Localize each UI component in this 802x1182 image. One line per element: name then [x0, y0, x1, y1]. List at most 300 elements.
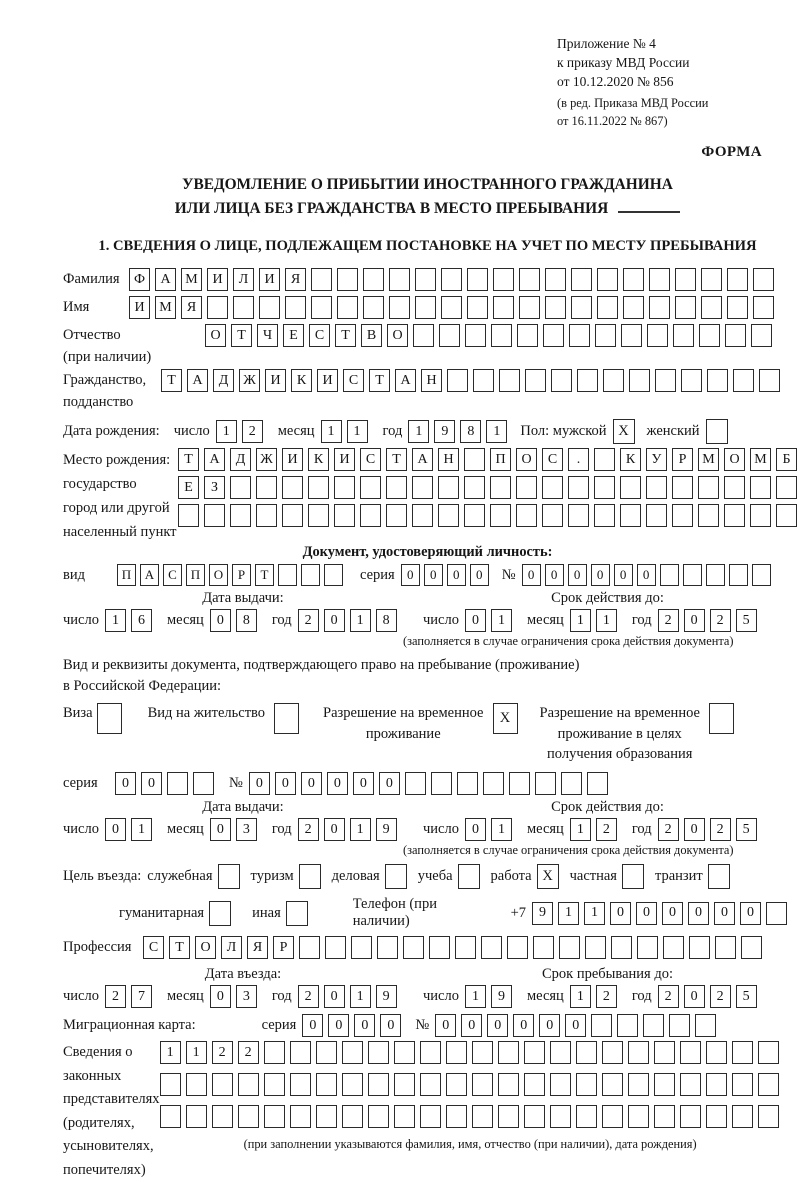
- char-cell[interactable]: 1: [465, 985, 486, 1008]
- char-cell[interactable]: 6: [131, 609, 152, 632]
- char-cell[interactable]: 2: [298, 818, 319, 841]
- char-cell[interactable]: [441, 296, 462, 319]
- char-cell[interactable]: [207, 296, 228, 319]
- char-cell[interactable]: [438, 476, 459, 499]
- char-cell[interactable]: [753, 296, 774, 319]
- char-cell[interactable]: С: [343, 369, 364, 392]
- char-cell[interactable]: 1: [596, 609, 617, 632]
- sex-male-checkbox[interactable]: X: [613, 419, 635, 444]
- char-cell[interactable]: [256, 504, 277, 527]
- char-cell[interactable]: А: [204, 448, 225, 471]
- char-cell[interactable]: П: [186, 564, 205, 586]
- char-cell[interactable]: [524, 1105, 545, 1128]
- char-cell[interactable]: [621, 324, 642, 347]
- char-cell[interactable]: [595, 324, 616, 347]
- char-cell[interactable]: Ч: [257, 324, 278, 347]
- char-cell[interactable]: Т: [161, 369, 182, 392]
- char-cell[interactable]: 0: [684, 818, 705, 841]
- char-cell[interactable]: [637, 936, 658, 959]
- char-cell[interactable]: 0: [465, 818, 486, 841]
- char-cell[interactable]: [415, 296, 436, 319]
- char-cell[interactable]: [543, 324, 564, 347]
- char-cell[interactable]: [561, 772, 582, 795]
- char-cell[interactable]: 2: [212, 1041, 233, 1064]
- char-cell[interactable]: [594, 504, 615, 527]
- char-cell[interactable]: 0: [210, 985, 231, 1008]
- char-cell[interactable]: Т: [255, 564, 274, 586]
- char-cell[interactable]: М: [181, 268, 202, 291]
- char-cell[interactable]: [472, 1041, 493, 1064]
- char-cell[interactable]: [569, 324, 590, 347]
- char-cell[interactable]: [725, 324, 746, 347]
- char-cell[interactable]: 7: [131, 985, 152, 1008]
- char-cell[interactable]: [316, 1105, 337, 1128]
- char-cell[interactable]: [733, 369, 754, 392]
- char-cell[interactable]: У: [646, 448, 667, 471]
- char-cell[interactable]: [412, 504, 433, 527]
- char-cell[interactable]: [493, 296, 514, 319]
- char-cell[interactable]: И: [259, 268, 280, 291]
- char-cell[interactable]: [204, 504, 225, 527]
- char-cell[interactable]: 3: [236, 818, 257, 841]
- char-cell[interactable]: [576, 1041, 597, 1064]
- char-cell[interactable]: Т: [335, 324, 356, 347]
- char-cell[interactable]: 0: [379, 772, 400, 795]
- birth-place-row-1[interactable]: [178, 448, 802, 471]
- char-cell[interactable]: [264, 1041, 285, 1064]
- char-cell[interactable]: [403, 936, 424, 959]
- char-cell[interactable]: [727, 296, 748, 319]
- char-cell[interactable]: С: [163, 564, 182, 586]
- char-cell[interactable]: [646, 504, 667, 527]
- char-cell[interactable]: [342, 1105, 363, 1128]
- char-cell[interactable]: 0: [461, 1014, 482, 1037]
- char-cell[interactable]: [386, 476, 407, 499]
- char-cell[interactable]: [491, 324, 512, 347]
- char-cell[interactable]: [758, 1105, 779, 1128]
- identity-number-cells[interactable]: [522, 564, 775, 586]
- char-cell[interactable]: [533, 936, 554, 959]
- char-cell[interactable]: 2: [710, 985, 731, 1008]
- char-cell[interactable]: [457, 772, 478, 795]
- char-cell[interactable]: [675, 296, 696, 319]
- char-cell[interactable]: [776, 504, 797, 527]
- char-cell[interactable]: 0: [327, 772, 348, 795]
- char-cell[interactable]: [698, 476, 719, 499]
- char-cell[interactable]: И: [334, 448, 355, 471]
- char-cell[interactable]: [464, 476, 485, 499]
- char-cell[interactable]: [698, 504, 719, 527]
- char-cell[interactable]: [649, 296, 670, 319]
- char-cell[interactable]: [465, 324, 486, 347]
- char-cell[interactable]: 5: [736, 818, 757, 841]
- char-cell[interactable]: И: [207, 268, 228, 291]
- char-cell[interactable]: [490, 504, 511, 527]
- char-cell[interactable]: [643, 1014, 664, 1037]
- representatives-row-3[interactable]: [160, 1105, 784, 1128]
- profession-cells[interactable]: [143, 936, 767, 959]
- char-cell[interactable]: 2: [596, 985, 617, 1008]
- residence-expiry-day-cells[interactable]: [465, 818, 517, 841]
- stay-year-cells[interactable]: [658, 985, 762, 1008]
- char-cell[interactable]: [620, 504, 641, 527]
- char-cell[interactable]: О: [209, 564, 228, 586]
- visa-checkbox[interactable]: [97, 703, 122, 734]
- char-cell[interactable]: [617, 1014, 638, 1037]
- char-cell[interactable]: [493, 268, 514, 291]
- char-cell[interactable]: Я: [285, 268, 306, 291]
- char-cell[interactable]: [701, 268, 722, 291]
- char-cell[interactable]: Я: [181, 296, 202, 319]
- char-cell[interactable]: 0: [662, 902, 683, 925]
- birth-month-cells[interactable]: [321, 420, 373, 443]
- char-cell[interactable]: 9: [376, 818, 397, 841]
- char-cell[interactable]: [585, 936, 606, 959]
- char-cell[interactable]: 0: [302, 1014, 323, 1037]
- char-cell[interactable]: 2: [710, 818, 731, 841]
- char-cell[interactable]: 1: [491, 818, 512, 841]
- migration-number-cells[interactable]: [435, 1014, 721, 1037]
- char-cell[interactable]: [603, 369, 624, 392]
- char-cell[interactable]: [472, 1105, 493, 1128]
- char-cell[interactable]: 1: [321, 420, 342, 443]
- residence-issue-year-cells[interactable]: [298, 818, 402, 841]
- stay-day-cells[interactable]: [465, 985, 517, 1008]
- char-cell[interactable]: [420, 1073, 441, 1096]
- char-cell[interactable]: Б: [776, 448, 797, 471]
- char-cell[interactable]: 0: [354, 1014, 375, 1037]
- char-cell[interactable]: И: [129, 296, 150, 319]
- char-cell[interactable]: [441, 268, 462, 291]
- char-cell[interactable]: Р: [672, 448, 693, 471]
- char-cell[interactable]: [602, 1041, 623, 1064]
- identity-issue-month-cells[interactable]: [210, 609, 262, 632]
- char-cell[interactable]: [282, 504, 303, 527]
- humanitarian-checkbox[interactable]: [209, 901, 231, 926]
- char-cell[interactable]: [732, 1073, 753, 1096]
- char-cell[interactable]: [230, 504, 251, 527]
- char-cell[interactable]: Ж: [256, 448, 277, 471]
- char-cell[interactable]: [420, 1041, 441, 1064]
- char-cell[interactable]: [290, 1105, 311, 1128]
- char-cell[interactable]: [715, 936, 736, 959]
- char-cell[interactable]: 9: [532, 902, 553, 925]
- char-cell[interactable]: [363, 268, 384, 291]
- temp-residence-checkbox[interactable]: X: [493, 703, 518, 734]
- char-cell[interactable]: Е: [283, 324, 304, 347]
- tourism-checkbox[interactable]: [299, 864, 321, 889]
- char-cell[interactable]: Ф: [129, 268, 150, 291]
- char-cell[interactable]: [467, 296, 488, 319]
- char-cell[interactable]: [732, 1041, 753, 1064]
- residence-series-cells[interactable]: [115, 772, 219, 795]
- char-cell[interactable]: 9: [376, 985, 397, 1008]
- char-cell[interactable]: [167, 772, 188, 795]
- char-cell[interactable]: [752, 564, 771, 586]
- char-cell[interactable]: [507, 936, 528, 959]
- study-checkbox[interactable]: [458, 864, 480, 889]
- char-cell[interactable]: 1: [408, 420, 429, 443]
- char-cell[interactable]: [160, 1105, 181, 1128]
- char-cell[interactable]: 2: [658, 818, 679, 841]
- char-cell[interactable]: [729, 564, 748, 586]
- char-cell[interactable]: Т: [169, 936, 190, 959]
- char-cell[interactable]: [724, 504, 745, 527]
- char-cell[interactable]: 9: [491, 985, 512, 1008]
- char-cell[interactable]: 0: [115, 772, 136, 795]
- char-cell[interactable]: 0: [105, 818, 126, 841]
- char-cell[interactable]: О: [516, 448, 537, 471]
- entry-year-cells[interactable]: [298, 985, 402, 1008]
- char-cell[interactable]: 0: [401, 564, 420, 586]
- char-cell[interactable]: [212, 1105, 233, 1128]
- char-cell[interactable]: [256, 476, 277, 499]
- char-cell[interactable]: [654, 1073, 675, 1096]
- char-cell[interactable]: 1: [186, 1041, 207, 1064]
- identity-expiry-day-cells[interactable]: [465, 609, 517, 632]
- char-cell[interactable]: 0: [435, 1014, 456, 1037]
- stay-month-cells[interactable]: [570, 985, 622, 1008]
- char-cell[interactable]: [498, 1041, 519, 1064]
- char-cell[interactable]: С: [360, 448, 381, 471]
- birth-year-cells[interactable]: [408, 420, 512, 443]
- birth-place-row-2[interactable]: [178, 476, 802, 499]
- residence-issue-month-cells[interactable]: [210, 818, 262, 841]
- char-cell[interactable]: [750, 476, 771, 499]
- char-cell[interactable]: 0: [684, 985, 705, 1008]
- char-cell[interactable]: 0: [545, 564, 564, 586]
- char-cell[interactable]: [389, 268, 410, 291]
- char-cell[interactable]: [654, 1041, 675, 1064]
- char-cell[interactable]: [577, 369, 598, 392]
- char-cell[interactable]: [325, 936, 346, 959]
- residence-number-cells[interactable]: [249, 772, 613, 795]
- char-cell[interactable]: [649, 268, 670, 291]
- char-cell[interactable]: 8: [376, 609, 397, 632]
- char-cell[interactable]: [238, 1105, 259, 1128]
- char-cell[interactable]: [559, 936, 580, 959]
- given-name-cells[interactable]: [129, 296, 779, 319]
- char-cell[interactable]: [337, 268, 358, 291]
- work-checkbox[interactable]: X: [537, 864, 559, 889]
- char-cell[interactable]: [230, 476, 251, 499]
- char-cell[interactable]: [386, 504, 407, 527]
- char-cell[interactable]: 2: [238, 1041, 259, 1064]
- char-cell[interactable]: [545, 296, 566, 319]
- char-cell[interactable]: [629, 369, 650, 392]
- char-cell[interactable]: Д: [213, 369, 234, 392]
- char-cell[interactable]: 1: [350, 609, 371, 632]
- char-cell[interactable]: А: [140, 564, 159, 586]
- char-cell[interactable]: Р: [273, 936, 294, 959]
- char-cell[interactable]: [360, 504, 381, 527]
- char-cell[interactable]: .: [568, 448, 589, 471]
- residence-expiry-year-cells[interactable]: [658, 818, 762, 841]
- char-cell[interactable]: 1: [131, 818, 152, 841]
- char-cell[interactable]: [594, 448, 615, 471]
- char-cell[interactable]: 2: [298, 985, 319, 1008]
- char-cell[interactable]: 0: [513, 1014, 534, 1037]
- char-cell[interactable]: [576, 1105, 597, 1128]
- residence-permit-checkbox[interactable]: [274, 703, 299, 734]
- char-cell[interactable]: 1: [350, 985, 371, 1008]
- char-cell[interactable]: [628, 1073, 649, 1096]
- char-cell[interactable]: 1: [105, 609, 126, 632]
- char-cell[interactable]: 0: [210, 818, 231, 841]
- char-cell[interactable]: 0: [487, 1014, 508, 1037]
- char-cell[interactable]: [587, 772, 608, 795]
- char-cell[interactable]: [535, 772, 556, 795]
- char-cell[interactable]: 5: [736, 985, 757, 1008]
- char-cell[interactable]: [351, 936, 372, 959]
- char-cell[interactable]: [415, 268, 436, 291]
- char-cell[interactable]: [551, 369, 572, 392]
- char-cell[interactable]: 2: [105, 985, 126, 1008]
- patronymic-cells[interactable]: [205, 324, 777, 347]
- char-cell[interactable]: [301, 564, 320, 586]
- char-cell[interactable]: 0: [470, 564, 489, 586]
- char-cell[interactable]: 2: [596, 818, 617, 841]
- representatives-row-1[interactable]: [160, 1041, 784, 1064]
- char-cell[interactable]: 0: [591, 564, 610, 586]
- char-cell[interactable]: [669, 1014, 690, 1037]
- char-cell[interactable]: [429, 936, 450, 959]
- char-cell[interactable]: 0: [275, 772, 296, 795]
- char-cell[interactable]: [524, 1073, 545, 1096]
- char-cell[interactable]: К: [291, 369, 312, 392]
- char-cell[interactable]: В: [361, 324, 382, 347]
- char-cell[interactable]: 0: [380, 1014, 401, 1037]
- char-cell[interactable]: [628, 1041, 649, 1064]
- char-cell[interactable]: [597, 268, 618, 291]
- char-cell[interactable]: Ж: [239, 369, 260, 392]
- char-cell[interactable]: [727, 268, 748, 291]
- char-cell[interactable]: [680, 1041, 701, 1064]
- char-cell[interactable]: [481, 936, 502, 959]
- char-cell[interactable]: [602, 1105, 623, 1128]
- char-cell[interactable]: [413, 324, 434, 347]
- char-cell[interactable]: [516, 504, 537, 527]
- char-cell[interactable]: [571, 268, 592, 291]
- char-cell[interactable]: З: [204, 476, 225, 499]
- char-cell[interactable]: 1: [491, 609, 512, 632]
- char-cell[interactable]: [472, 1073, 493, 1096]
- char-cell[interactable]: [741, 936, 762, 959]
- entry-day-cells[interactable]: [105, 985, 157, 1008]
- char-cell[interactable]: М: [750, 448, 771, 471]
- phone-cells[interactable]: [532, 902, 792, 925]
- char-cell[interactable]: 0: [141, 772, 162, 795]
- char-cell[interactable]: [405, 772, 426, 795]
- char-cell[interactable]: М: [155, 296, 176, 319]
- migration-series-cells[interactable]: [302, 1014, 406, 1037]
- char-cell[interactable]: [178, 504, 199, 527]
- char-cell[interactable]: [758, 1041, 779, 1064]
- char-cell[interactable]: Л: [221, 936, 242, 959]
- char-cell[interactable]: П: [490, 448, 511, 471]
- char-cell[interactable]: 1: [216, 420, 237, 443]
- char-cell[interactable]: [160, 1073, 181, 1096]
- char-cell[interactable]: [299, 936, 320, 959]
- char-cell[interactable]: О: [724, 448, 745, 471]
- char-cell[interactable]: [654, 1105, 675, 1128]
- char-cell[interactable]: О: [195, 936, 216, 959]
- char-cell[interactable]: [646, 476, 667, 499]
- char-cell[interactable]: 0: [210, 609, 231, 632]
- char-cell[interactable]: [519, 296, 540, 319]
- char-cell[interactable]: 0: [714, 902, 735, 925]
- char-cell[interactable]: [259, 296, 280, 319]
- char-cell[interactable]: 8: [236, 609, 257, 632]
- char-cell[interactable]: [368, 1105, 389, 1128]
- char-cell[interactable]: 0: [684, 609, 705, 632]
- char-cell[interactable]: 1: [570, 609, 591, 632]
- char-cell[interactable]: [680, 1073, 701, 1096]
- char-cell[interactable]: [464, 448, 485, 471]
- char-cell[interactable]: [699, 324, 720, 347]
- char-cell[interactable]: [550, 1041, 571, 1064]
- char-cell[interactable]: [464, 504, 485, 527]
- char-cell[interactable]: А: [412, 448, 433, 471]
- char-cell[interactable]: [324, 564, 343, 586]
- char-cell[interactable]: [342, 1073, 363, 1096]
- char-cell[interactable]: [568, 504, 589, 527]
- char-cell[interactable]: [597, 296, 618, 319]
- char-cell[interactable]: [439, 324, 460, 347]
- char-cell[interactable]: [628, 1105, 649, 1128]
- char-cell[interactable]: К: [620, 448, 641, 471]
- char-cell[interactable]: 2: [710, 609, 731, 632]
- char-cell[interactable]: [311, 296, 332, 319]
- char-cell[interactable]: 0: [249, 772, 270, 795]
- char-cell[interactable]: [455, 936, 476, 959]
- char-cell[interactable]: 0: [636, 902, 657, 925]
- char-cell[interactable]: [360, 476, 381, 499]
- char-cell[interactable]: И: [265, 369, 286, 392]
- char-cell[interactable]: [193, 772, 214, 795]
- surname-cells[interactable]: [129, 268, 779, 291]
- char-cell[interactable]: 2: [242, 420, 263, 443]
- char-cell[interactable]: 0: [539, 1014, 560, 1037]
- char-cell[interactable]: 9: [434, 420, 455, 443]
- char-cell[interactable]: [308, 504, 329, 527]
- char-cell[interactable]: [724, 476, 745, 499]
- char-cell[interactable]: 1: [570, 985, 591, 1008]
- char-cell[interactable]: 1: [570, 818, 591, 841]
- char-cell[interactable]: [311, 268, 332, 291]
- char-cell[interactable]: И: [317, 369, 338, 392]
- char-cell[interactable]: [389, 296, 410, 319]
- char-cell[interactable]: 2: [298, 609, 319, 632]
- char-cell[interactable]: 0: [447, 564, 466, 586]
- char-cell[interactable]: [498, 1105, 519, 1128]
- char-cell[interactable]: [602, 1073, 623, 1096]
- identity-issue-day-cells[interactable]: [105, 609, 157, 632]
- char-cell[interactable]: [334, 504, 355, 527]
- char-cell[interactable]: [264, 1105, 285, 1128]
- char-cell[interactable]: 2: [658, 985, 679, 1008]
- char-cell[interactable]: [620, 476, 641, 499]
- char-cell[interactable]: С: [542, 448, 563, 471]
- char-cell[interactable]: [334, 476, 355, 499]
- char-cell[interactable]: А: [155, 268, 176, 291]
- representatives-row-2[interactable]: [160, 1073, 784, 1096]
- char-cell[interactable]: [647, 324, 668, 347]
- char-cell[interactable]: [473, 369, 494, 392]
- char-cell[interactable]: С: [143, 936, 164, 959]
- char-cell[interactable]: [707, 369, 728, 392]
- business-checkbox[interactable]: [385, 864, 407, 889]
